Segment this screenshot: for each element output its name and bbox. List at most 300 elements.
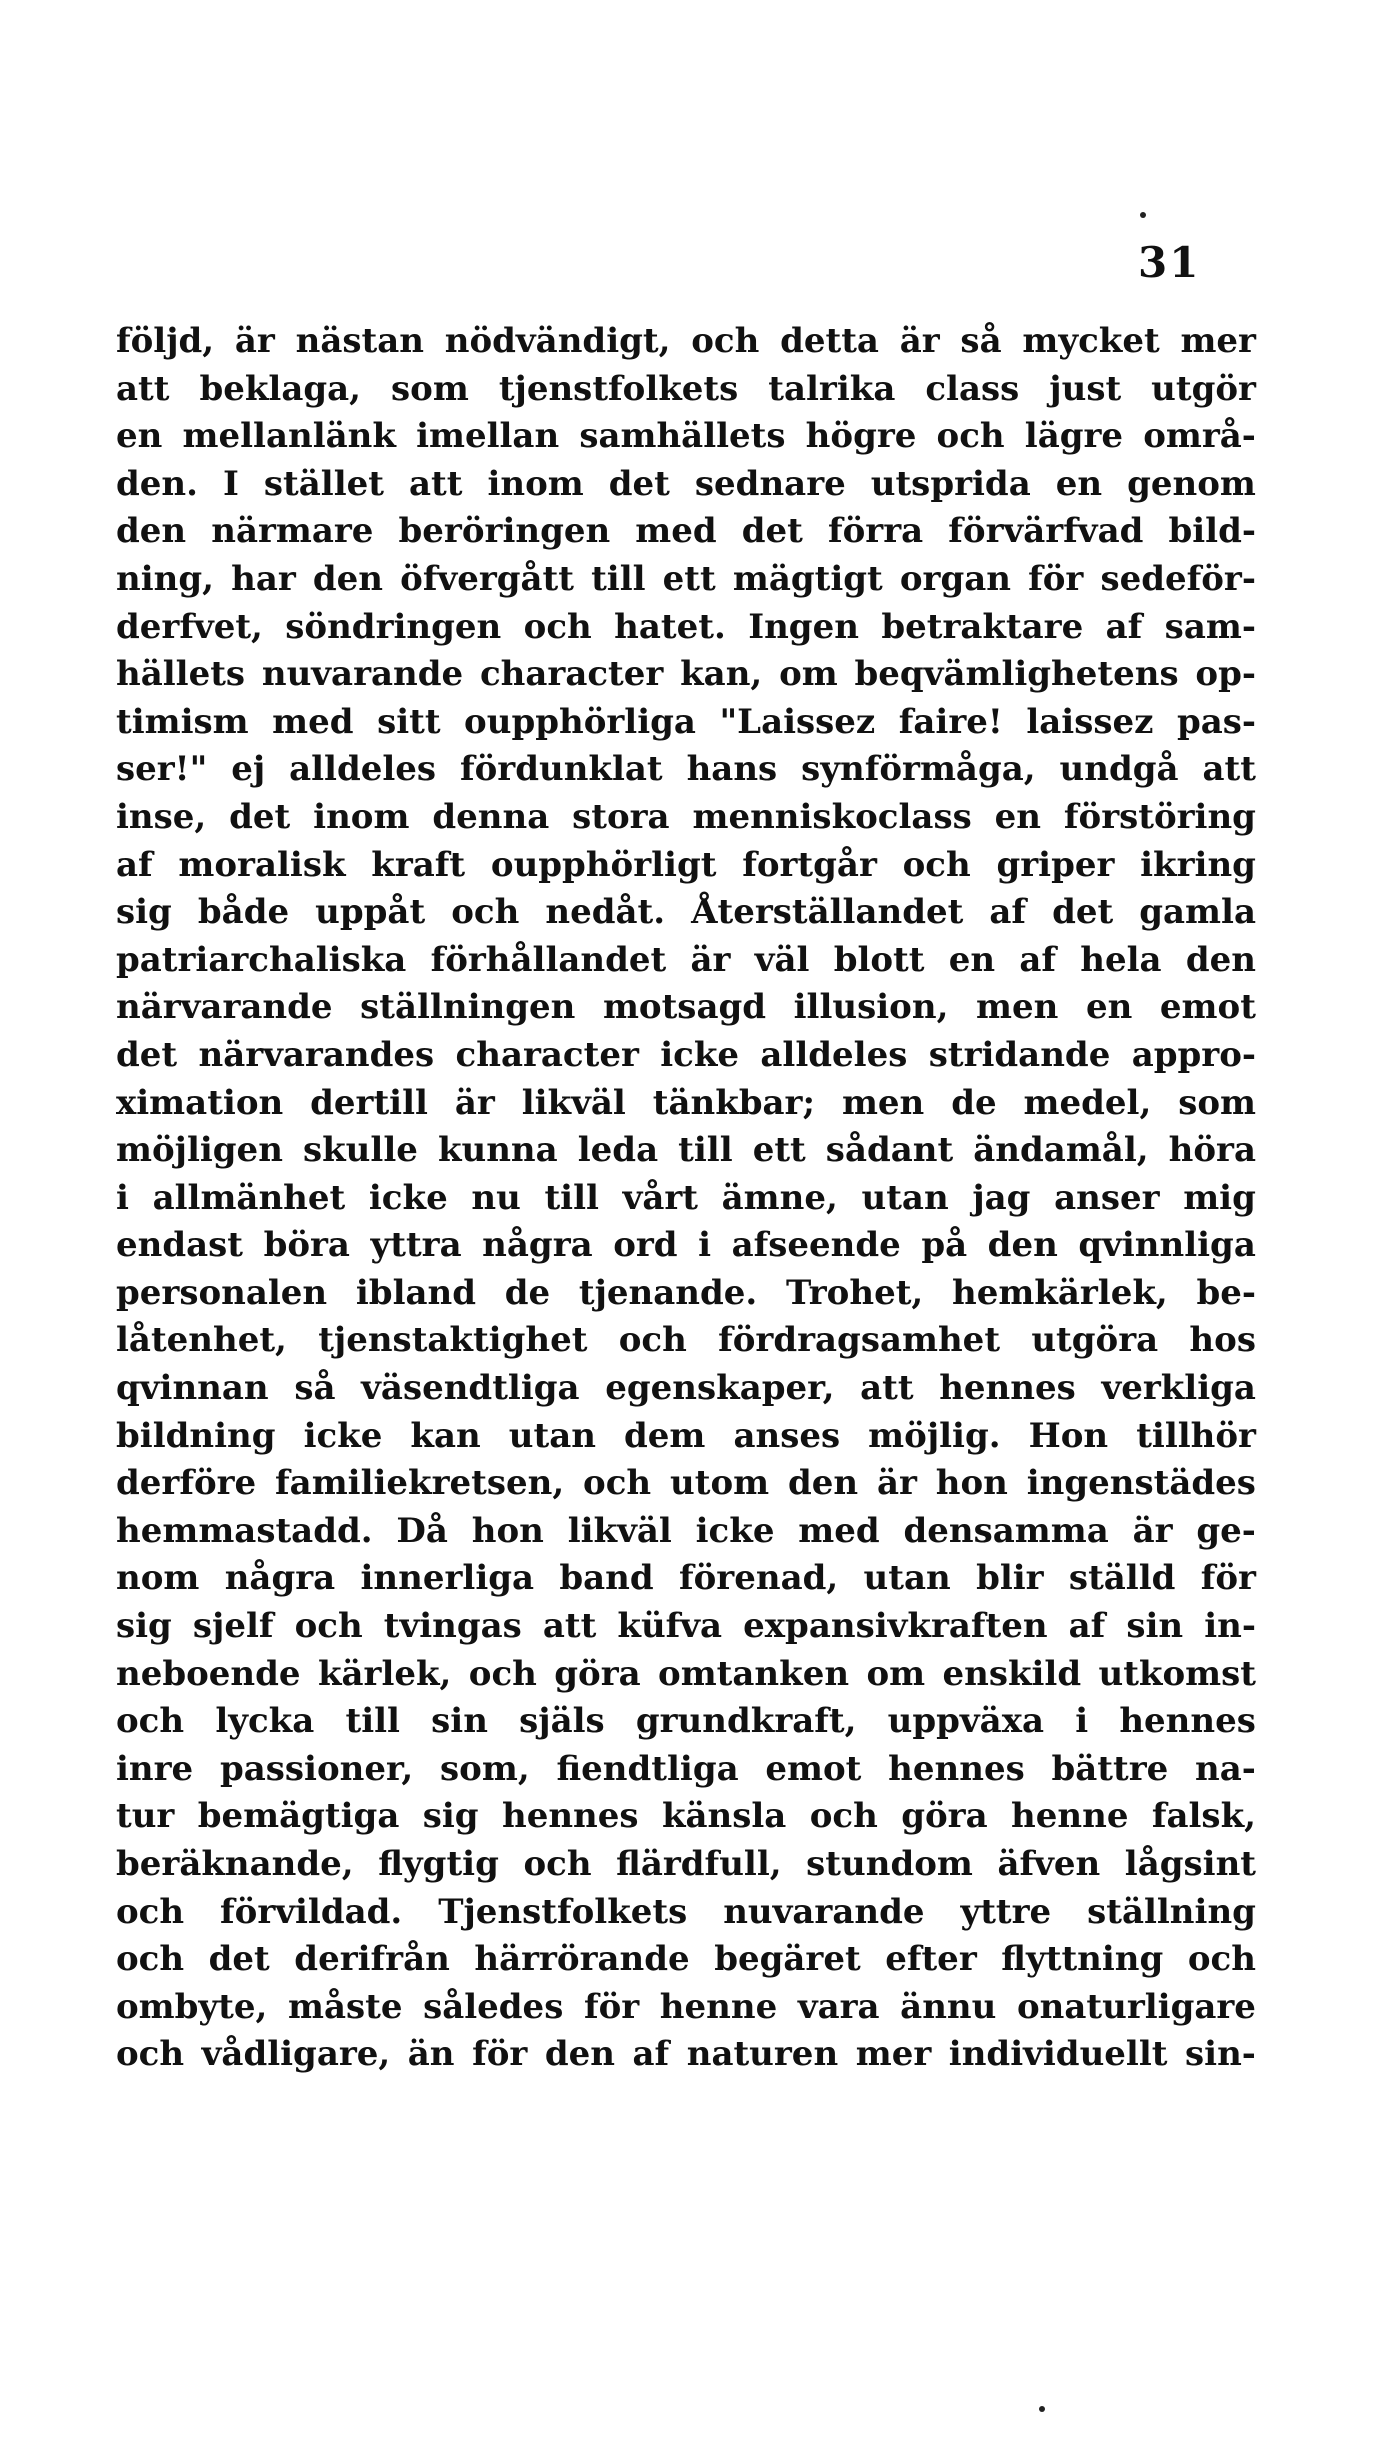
word: än	[407, 2034, 455, 2075]
word: Tjenstfolkets	[438, 1891, 688, 1932]
word: vårt	[622, 1177, 698, 1218]
word: synförmåga,	[801, 749, 1036, 790]
word: nästan	[295, 321, 424, 361]
word: individuellt	[948, 2034, 1168, 2075]
word: hennes	[1119, 1701, 1256, 1742]
word: till	[678, 1130, 733, 1171]
text-line	[116, 1175, 1256, 1223]
word: class	[925, 368, 1020, 409]
word: mellanlänk	[182, 416, 396, 457]
word: böra	[263, 1225, 350, 1266]
word: kan,	[680, 654, 763, 695]
word: med	[798, 1510, 880, 1551]
word: både	[197, 892, 290, 933]
text-line	[116, 556, 1256, 604]
word: derföre	[116, 1463, 257, 1504]
word: moralisk	[178, 844, 346, 885]
word: göra	[901, 1796, 988, 1837]
word: att	[1202, 749, 1256, 790]
word: väsendtliga	[361, 1368, 580, 1409]
page-number: 31	[1138, 238, 1201, 287]
word: Hon	[1028, 1415, 1109, 1456]
word: oupphörligt	[490, 844, 717, 885]
word: griper	[996, 844, 1115, 885]
word: ämne,	[721, 1177, 838, 1218]
word: pas-	[1176, 701, 1256, 742]
word: hela	[1080, 939, 1162, 980]
word: hos	[1189, 1320, 1256, 1361]
text-line	[116, 794, 1256, 842]
word: allmänhet	[152, 1177, 346, 1218]
word: låtenhet,	[116, 1320, 287, 1361]
word: emot	[1159, 987, 1256, 1028]
word: och	[116, 2034, 185, 2075]
text-line	[116, 937, 1256, 985]
word: mig	[1183, 1177, 1256, 1218]
word: utsprida	[870, 463, 1031, 504]
text-line	[116, 746, 1256, 794]
word: vådligare,	[201, 2034, 391, 2075]
word: efter	[885, 1939, 977, 1980]
word: ej	[231, 749, 266, 790]
word: den	[1185, 939, 1256, 980]
text-line	[116, 413, 1256, 461]
word: medel,	[1023, 1082, 1152, 1123]
word: stundom	[806, 1844, 973, 1884]
word: sådant	[825, 1130, 954, 1171]
word: söndringen	[285, 606, 502, 647]
word: enskild	[942, 1653, 1082, 1694]
word: inre	[116, 1748, 194, 1789]
word: sin	[1126, 1606, 1184, 1647]
word: nuvarande	[723, 1891, 925, 1932]
word: förvildad.	[220, 1891, 403, 1932]
word: sig	[116, 1606, 172, 1647]
word: ställd	[1068, 1558, 1176, 1599]
word: sjelf	[192, 1606, 274, 1647]
word: sin-	[1185, 2034, 1256, 2075]
word: utgör	[1151, 368, 1256, 409]
word: afseende	[731, 1225, 901, 1266]
word: som	[391, 368, 469, 409]
word: den	[116, 511, 187, 552]
word: utan	[861, 1177, 949, 1218]
word: ombyte,	[116, 1986, 268, 2027]
word: lågsint	[1124, 1844, 1256, 1884]
text-line	[116, 699, 1256, 747]
word: stora	[572, 796, 670, 837]
text-line	[116, 1746, 1256, 1794]
text-line	[116, 604, 1256, 652]
word: en	[1055, 463, 1103, 504]
word: det	[229, 796, 291, 837]
word: appro-	[1131, 1034, 1256, 1075]
word: förhållandet	[430, 939, 667, 980]
word: några	[482, 1225, 593, 1266]
word: nu	[471, 1177, 521, 1218]
word: som,	[440, 1748, 530, 1789]
word: tur	[116, 1796, 175, 1837]
word: den	[787, 1463, 859, 1504]
word: till	[544, 1177, 599, 1218]
word: till	[345, 1701, 400, 1742]
word: densamma	[903, 1510, 1109, 1551]
text-line	[116, 1984, 1256, 2032]
word: och	[116, 1891, 185, 1932]
word: några	[224, 1558, 336, 1599]
word: mägtigt	[732, 558, 883, 599]
word: ibland	[355, 1272, 477, 1313]
word: henne	[659, 1986, 778, 2027]
word: så	[960, 321, 1002, 361]
word: härrörande	[474, 1939, 690, 1980]
word: samhällets	[579, 416, 786, 457]
word: nedåt.	[545, 892, 666, 933]
word: och	[451, 892, 520, 933]
word: äfven	[997, 1844, 1101, 1884]
word: är	[876, 1463, 917, 1504]
word: timism	[116, 701, 249, 742]
word: menniskoclass	[692, 796, 972, 837]
word: Då	[396, 1510, 448, 1551]
word: ställning	[1087, 1891, 1256, 1932]
word: följd,	[116, 321, 215, 361]
word: undgå	[1059, 749, 1179, 790]
word: är	[454, 1082, 495, 1123]
word: mycket	[1022, 321, 1160, 361]
text-line	[116, 2031, 1256, 2079]
word: be-	[1196, 1272, 1256, 1313]
word: alldeles	[289, 749, 437, 790]
word: och	[116, 1701, 185, 1742]
word: ord	[613, 1225, 678, 1266]
word: förvärfvad	[948, 511, 1144, 552]
word: tvingas	[383, 1606, 522, 1647]
word: ett	[752, 1130, 806, 1171]
word: de	[504, 1272, 551, 1313]
word: hatet.	[614, 606, 726, 647]
text-line	[116, 1222, 1256, 1270]
word: utan	[508, 1415, 596, 1456]
word: verkliga	[1101, 1368, 1256, 1409]
word: lycka	[215, 1701, 315, 1742]
word: leda	[577, 1130, 659, 1171]
text-line	[116, 1936, 1256, 1984]
text-line	[116, 1080, 1256, 1128]
word: och	[809, 1796, 878, 1837]
word: Återställandet	[691, 892, 964, 933]
word: innerliga	[360, 1558, 535, 1599]
word: faire!	[898, 701, 1003, 742]
word: stridande	[928, 1034, 1111, 1075]
word: in-	[1204, 1606, 1256, 1647]
word: gamla	[1139, 892, 1256, 933]
word: laissez	[1026, 701, 1154, 742]
word: endast	[116, 1225, 244, 1266]
word: icke	[660, 1034, 740, 1075]
word: möjlig.	[868, 1415, 1001, 1456]
word: och	[691, 321, 760, 361]
word: derfvet,	[116, 606, 263, 647]
word: mer	[1180, 321, 1256, 361]
word: emot	[765, 1748, 862, 1789]
body-text	[116, 318, 1256, 2079]
word: anser	[1054, 1177, 1160, 1218]
word: genom	[1127, 463, 1256, 504]
word: hans	[686, 749, 778, 790]
word: med	[272, 701, 354, 742]
word: talrika	[768, 368, 896, 409]
word: sednare	[694, 463, 846, 504]
word: närvarande	[116, 987, 333, 1028]
word: fortgår	[742, 844, 877, 885]
word: hon	[471, 1510, 544, 1551]
word: fördunklat	[460, 749, 663, 790]
word: är	[234, 321, 275, 361]
text-line	[116, 1460, 1256, 1508]
word: hennes	[888, 1748, 1025, 1789]
text-line	[116, 1032, 1256, 1080]
word: dem	[624, 1415, 706, 1456]
word: lägre	[1024, 416, 1124, 457]
word: ximation	[116, 1082, 284, 1123]
word: sedeför-	[1100, 558, 1256, 599]
word: band	[559, 1558, 654, 1599]
print-speck	[1140, 212, 1146, 218]
word: beqvämlighetens	[854, 654, 1179, 695]
word: och	[583, 1463, 652, 1504]
word: som	[1178, 1082, 1256, 1123]
word: de	[951, 1082, 997, 1123]
word: utkomst	[1098, 1653, 1256, 1694]
word: bild-	[1168, 511, 1256, 552]
word: beräknande,	[116, 1844, 354, 1884]
word: för	[472, 2034, 528, 2075]
word: Ingen	[748, 606, 859, 647]
word: kärlek,	[317, 1653, 452, 1694]
text-line	[116, 1603, 1256, 1651]
word: en	[116, 416, 163, 457]
word: nuvarande	[261, 654, 464, 695]
word: att	[116, 368, 170, 409]
word: just	[1049, 368, 1122, 409]
word: den	[544, 2034, 615, 2075]
word: falsk,	[1151, 1796, 1256, 1837]
word: väl	[754, 939, 810, 980]
word: likväl	[567, 1510, 672, 1551]
word: hemmastadd.	[116, 1510, 373, 1551]
word: för	[583, 1986, 640, 2027]
word: flygtig	[378, 1844, 499, 1884]
word: icke	[695, 1510, 775, 1551]
word: sin	[431, 1701, 488, 1742]
word: egenskaper,	[605, 1368, 835, 1409]
word: kan	[410, 1415, 481, 1456]
word: sam-	[1164, 606, 1256, 647]
text-line	[116, 1317, 1256, 1365]
word: möjligen	[116, 1130, 283, 1171]
word: alldeles	[760, 1034, 908, 1075]
word: ge-	[1196, 1510, 1256, 1551]
word: organ	[899, 558, 1011, 599]
word: denna	[432, 796, 550, 837]
word: fördragsamhet	[718, 1320, 1001, 1361]
word: henne	[1011, 1796, 1129, 1837]
word: fiendtliga	[556, 1748, 739, 1789]
text-line	[116, 318, 1256, 366]
word: inse,	[116, 796, 207, 837]
word: förra	[828, 511, 924, 552]
word: och	[468, 1653, 537, 1694]
word: i	[698, 1225, 712, 1266]
word: ser!"	[116, 749, 208, 790]
word: en	[948, 939, 996, 980]
word: character	[455, 1034, 639, 1075]
word: områ-	[1143, 416, 1256, 457]
word: illusion,	[793, 987, 949, 1028]
text-line	[116, 1555, 1256, 1603]
word: nödvändigt,	[444, 321, 671, 361]
word: af	[1068, 1606, 1106, 1647]
word: vara	[797, 1986, 880, 2027]
word: uppåt	[315, 892, 426, 933]
word: begäret	[714, 1939, 861, 1980]
word: jag	[972, 1177, 1031, 1218]
word: af	[116, 844, 153, 885]
word: dertill	[310, 1082, 428, 1123]
word: mer	[855, 2034, 932, 2075]
word: är	[690, 939, 731, 980]
text-line	[116, 1841, 1256, 1889]
word: om	[866, 1653, 926, 1694]
word: hällets	[116, 654, 246, 695]
word: är	[1132, 1510, 1173, 1551]
word: utom	[670, 1463, 770, 1504]
word: att	[542, 1606, 597, 1647]
word: familiekretsen,	[275, 1463, 565, 1504]
word: hennes	[501, 1796, 639, 1837]
word: af	[632, 2034, 670, 2075]
text-line	[116, 366, 1256, 414]
word: hemkärlek,	[951, 1272, 1168, 1313]
word: flärdfull,	[616, 1844, 782, 1884]
text-line	[116, 889, 1256, 937]
word: motsagd	[602, 987, 767, 1028]
word: och	[902, 844, 971, 885]
word: i	[116, 1177, 129, 1218]
word: küfva	[617, 1606, 723, 1647]
word: expansivkraften	[743, 1606, 1048, 1647]
word: den	[987, 1225, 1058, 1266]
word: imellan	[416, 416, 560, 457]
word: yttre	[960, 1891, 1052, 1932]
text-line	[116, 1889, 1256, 1937]
word: ingenstädes	[1026, 1463, 1256, 1504]
word: grundkraft,	[635, 1701, 857, 1742]
word: omtanken	[658, 1653, 850, 1694]
word: det	[608, 463, 670, 504]
word: kunna	[437, 1130, 558, 1171]
text-line	[116, 1270, 1256, 1318]
text-line	[116, 984, 1256, 1032]
word: tjenande.	[578, 1272, 758, 1313]
word: att	[408, 463, 463, 504]
text-line	[116, 842, 1256, 890]
word: sig	[422, 1796, 479, 1837]
word: patriarchaliska	[116, 939, 407, 980]
word: har	[231, 558, 296, 599]
word: I	[222, 463, 239, 504]
text-line	[116, 1127, 1256, 1175]
word: bildning	[116, 1415, 276, 1456]
word: närvarandes	[198, 1034, 435, 1075]
word: med	[635, 511, 717, 552]
word: i	[1075, 1701, 1089, 1742]
word: af	[1105, 606, 1143, 647]
word: onaturligare	[1016, 1986, 1256, 2027]
word: qvinnliga	[1078, 1225, 1256, 1266]
text-line	[116, 1413, 1256, 1461]
word: närmare	[211, 511, 374, 552]
word: höra	[1168, 1130, 1256, 1171]
word: tjenstaktighet	[318, 1320, 588, 1361]
word: måste	[287, 1986, 403, 2027]
word: och	[523, 1844, 592, 1884]
word: sig	[116, 892, 172, 933]
text-line	[116, 508, 1256, 556]
text-line	[116, 1651, 1256, 1699]
word: beröringen	[398, 511, 611, 552]
word: ställningen	[360, 987, 576, 1028]
word: för	[1200, 1558, 1256, 1599]
text-line	[116, 1698, 1256, 1746]
word: personalen	[116, 1272, 328, 1313]
word: ikring	[1140, 844, 1256, 885]
word: uppväxa	[887, 1701, 1044, 1742]
word: men	[841, 1082, 925, 1123]
word: och	[1187, 1939, 1256, 1980]
word: den.	[116, 463, 198, 504]
word: ännu	[900, 1986, 997, 2027]
word: hon	[935, 1463, 1008, 1504]
word: en	[994, 796, 1041, 837]
word: passioner,	[219, 1748, 414, 1789]
print-speck	[1039, 2406, 1045, 2412]
word: op-	[1195, 654, 1256, 695]
word: beklaga,	[199, 368, 362, 409]
word: det	[1052, 892, 1114, 933]
word: icke	[303, 1415, 383, 1456]
word: inom	[487, 463, 584, 504]
word: till	[591, 558, 646, 599]
word: neboende	[116, 1653, 301, 1694]
word: skulle	[302, 1130, 418, 1171]
word: utgöra	[1031, 1320, 1159, 1361]
word: det	[208, 1939, 270, 1980]
word: tillhör	[1136, 1415, 1256, 1456]
word: öfvergått	[400, 558, 574, 599]
text-line	[116, 651, 1256, 699]
word: blir	[976, 1558, 1044, 1599]
word: förstöring	[1063, 796, 1256, 837]
word: af	[989, 892, 1027, 933]
word: tänkbar;	[652, 1082, 816, 1123]
word: och	[116, 1939, 185, 1980]
word: förenad,	[679, 1558, 839, 1599]
text-line	[116, 1508, 1256, 1556]
word: naturen	[686, 2034, 839, 2075]
word: således	[423, 1986, 564, 2027]
